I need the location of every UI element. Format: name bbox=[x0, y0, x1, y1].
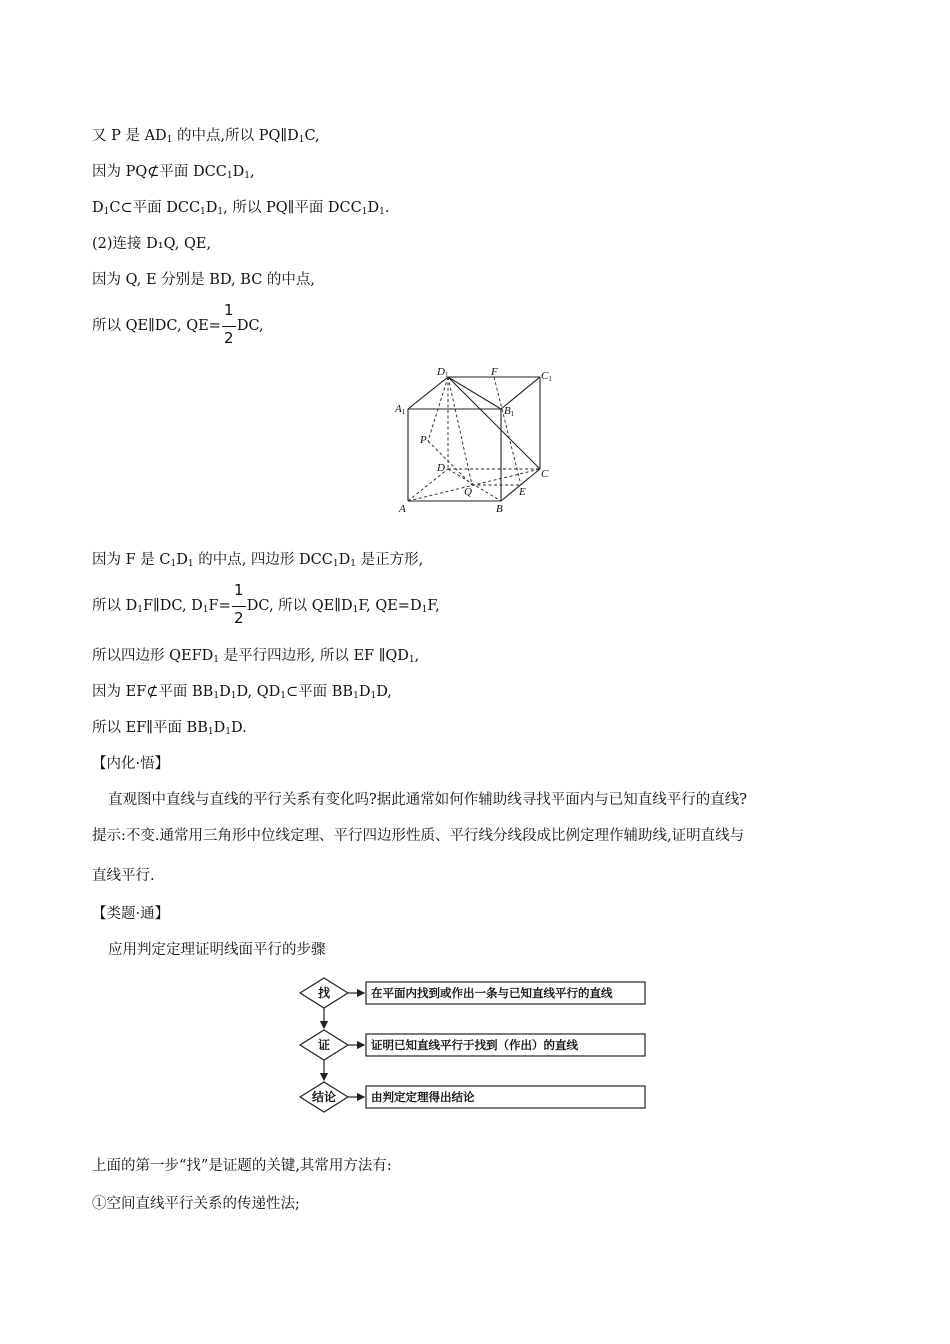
section-heading-similar: 【类题·通】 bbox=[92, 906, 170, 922]
text-line-9 bbox=[92, 646, 419, 666]
subscript: 1 bbox=[207, 727, 214, 737]
text: D, bbox=[376, 684, 392, 700]
text: F= bbox=[208, 598, 231, 614]
step-key-3: 结论 bbox=[311, 1090, 337, 1104]
text-line-11 bbox=[92, 718, 247, 738]
step-key-1: 找 bbox=[317, 986, 331, 1000]
subscript: 1 bbox=[298, 135, 305, 145]
step-text-2: 证明已知直线平行于找到（作出）的直线 bbox=[371, 1038, 578, 1052]
fraction-numerator: 1 bbox=[233, 581, 244, 599]
subscript: 1 bbox=[137, 605, 143, 615]
steps-intro: 应用判定定理证明线面平行的步骤 bbox=[108, 942, 326, 958]
subscript: 1 bbox=[103, 207, 110, 217]
text-line-5: 因为 Q, E 分别是 BD, BC 的中点, bbox=[92, 272, 316, 288]
fraction-numerator: 1 bbox=[224, 301, 234, 319]
text: D bbox=[232, 164, 245, 180]
step-key-2: 证 bbox=[317, 1038, 331, 1052]
text: , bbox=[249, 164, 255, 180]
subscript: 1 bbox=[226, 171, 233, 181]
text: 又 P 是 AD bbox=[92, 128, 167, 144]
text: 所以 QE∥DC, QE= bbox=[92, 318, 221, 334]
subscript: 1 bbox=[202, 605, 209, 615]
text: D bbox=[176, 552, 188, 568]
hint-paragraph-cont: 直线平行. bbox=[92, 868, 155, 884]
subscript: 1 bbox=[225, 727, 231, 737]
label-a: A bbox=[399, 503, 406, 515]
text: F, QE=D bbox=[358, 598, 422, 614]
subscript: 1 bbox=[408, 655, 415, 665]
label-a1: A1 bbox=[395, 403, 406, 416]
fraction bbox=[231, 581, 247, 627]
subscript: 1 bbox=[166, 135, 173, 145]
text: DC, 所以 QE∥D bbox=[246, 598, 353, 614]
subscript: 1 bbox=[213, 691, 220, 701]
text: D bbox=[205, 200, 218, 216]
text: F, bbox=[427, 598, 440, 614]
text: 所以 EF∥平面 BB bbox=[92, 720, 208, 736]
text: 的中点,所以 PQ∥D bbox=[172, 128, 299, 144]
subscript: 1 bbox=[244, 171, 250, 181]
label-p: P bbox=[420, 434, 427, 446]
text: 的中点, 四边形 DCC bbox=[193, 552, 333, 568]
text: 所以四边形 QEFD bbox=[92, 648, 214, 664]
subscript: 1 bbox=[217, 207, 224, 217]
label-c1: C1 bbox=[541, 370, 552, 383]
label-q: Q bbox=[464, 486, 472, 498]
text: D bbox=[338, 552, 351, 568]
text: 因为 EF⊄平面 BB bbox=[92, 684, 214, 700]
text: 所以 D bbox=[92, 598, 138, 614]
subscript: 1 bbox=[379, 207, 385, 217]
label-b1: B1 bbox=[504, 405, 515, 418]
text-line-4: (2)连接 D₁Q, QE, bbox=[92, 236, 212, 252]
subscript: 1 bbox=[280, 691, 287, 701]
step-text-1: 在平面内找到或作出一条与已知直线平行的直线 bbox=[371, 986, 613, 1000]
subscript: 1 bbox=[213, 655, 220, 665]
fraction bbox=[221, 301, 237, 347]
text: . bbox=[384, 200, 390, 216]
text: D. bbox=[230, 720, 247, 736]
label-e: E bbox=[519, 486, 526, 498]
text: 因为 F 是 C bbox=[92, 552, 171, 568]
subscript: 1 bbox=[170, 559, 177, 569]
fraction-denominator: 2 bbox=[233, 609, 244, 627]
subscript: 1 bbox=[421, 605, 428, 615]
flowchart bbox=[296, 972, 652, 1118]
label-d: D bbox=[437, 462, 445, 474]
subscript: 1 bbox=[200, 207, 206, 217]
text-line-2 bbox=[92, 162, 255, 182]
cube-figure bbox=[390, 364, 565, 516]
text: C⊂平面 DCC bbox=[109, 200, 201, 216]
label-c: C bbox=[541, 468, 549, 480]
subscript: 1 bbox=[230, 691, 237, 701]
text: 是正方形, bbox=[355, 552, 424, 568]
text: D bbox=[367, 200, 380, 216]
label-b: B bbox=[496, 503, 503, 515]
text: ⊂平面 BB bbox=[286, 684, 354, 700]
section-heading-internalize: 【内化·悟】 bbox=[92, 756, 170, 772]
text-line-8 bbox=[92, 581, 440, 627]
text: 是平行四边形, 所以 EF ∥QD bbox=[219, 648, 409, 664]
text: F∥DC, D bbox=[142, 598, 203, 614]
text: D, QD bbox=[236, 684, 281, 700]
text: , bbox=[414, 648, 420, 664]
text: DC, bbox=[236, 318, 264, 334]
subscript: 1 bbox=[370, 691, 377, 701]
text: D bbox=[213, 720, 226, 736]
text-line-10 bbox=[92, 682, 392, 702]
text: D bbox=[358, 684, 371, 700]
label-f: F bbox=[491, 366, 498, 378]
text-line-3 bbox=[92, 198, 389, 218]
text-line-6 bbox=[92, 301, 264, 347]
text: , 所以 PQ∥平面 DCC bbox=[223, 200, 362, 216]
text: D bbox=[219, 684, 231, 700]
question-paragraph: 直观图中直线与直线的平行关系有变化吗?据此通常如何作辅助线寻找平面内与已知直线平行的直线? bbox=[108, 792, 748, 808]
subscript: 1 bbox=[353, 691, 359, 701]
subscript: 1 bbox=[352, 605, 359, 615]
label-d1: D1 bbox=[437, 366, 449, 379]
subscript: 1 bbox=[350, 559, 356, 569]
text-line-7 bbox=[92, 550, 423, 570]
fraction-denominator: 2 bbox=[224, 329, 234, 347]
text-line-1 bbox=[92, 126, 320, 146]
subscript: 1 bbox=[187, 559, 194, 569]
method-intro: 上面的第一步“找”是证题的关键,其常用方法有: bbox=[92, 1158, 392, 1174]
method-item-1: ①空间直线平行关系的传递性法; bbox=[92, 1196, 300, 1212]
text: C, bbox=[304, 128, 320, 144]
subscript: 1 bbox=[332, 559, 339, 569]
step-text-3: 由判定定理得出结论 bbox=[371, 1090, 475, 1104]
subscript: 1 bbox=[361, 207, 368, 217]
hint-paragraph: 提示:不变.通常用三角形中位线定理、平行四边形性质、平行线分线段成比例定理作辅助线,证明直线与 bbox=[92, 828, 745, 844]
text: D bbox=[92, 200, 104, 216]
text: 因为 PQ⊄平面 DCC bbox=[92, 164, 227, 180]
